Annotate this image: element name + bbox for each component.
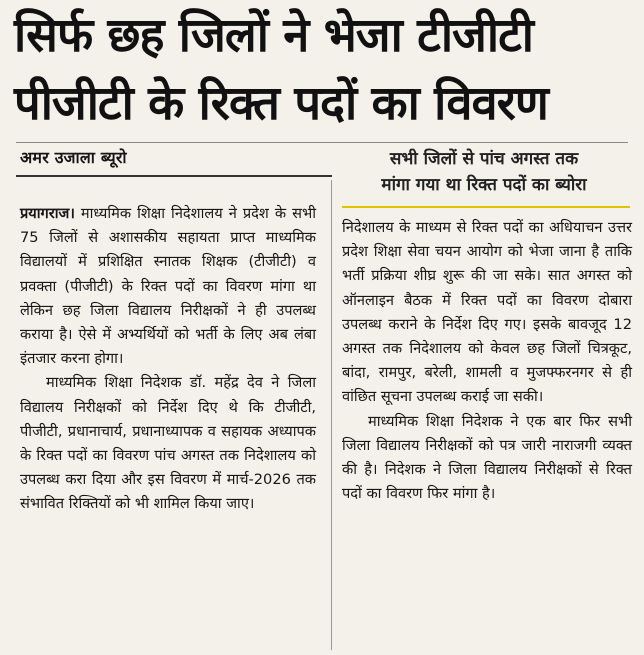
subheadline-line-1: सभी जिलों से पांच अगस्त तक bbox=[389, 149, 579, 169]
right-paragraph-2: माध्यमिक शिक्षा निदेशक ने एक बार फिर सभी जिला विद्यालय निरीक्षकों को पत्र जारी नाराजगी व्यक्त की है। निदेशक ने जिला विद्यालय निरीक्षकों से रिक्त पदों का विवरण फिर मांगा है। bbox=[342, 412, 632, 503]
byline: अमर उजाला ब्यूरो bbox=[20, 148, 127, 167]
byline-underline bbox=[16, 175, 332, 177]
column-separator bbox=[331, 180, 332, 650]
dateline: प्रयागराज। bbox=[20, 205, 75, 222]
headline-line-1: सिर्फ छह जिलों ने भेजा टीजीटी bbox=[14, 8, 533, 63]
subheadline bbox=[338, 146, 630, 198]
right-paragraph-1: निदेशालय के माध्यम से रिक्त पदों का अधियाचन उत्तर प्रदेश शिक्षा सेवा चयन आयोग को भेजा जाना है ताकि भर्ती प्रक्रिया शीघ्र शुरू की जा सके। सात अगस्त को ऑनलाइन बैठक में रिक्त पदों का विवरण दोबारा उपलब्ध कराने के निर्देश दिए गए। इसके बावजूद 12 अगस्त तक निदेशालय को केवल छह जिलों चित्रकूट, बांदा, रामपुर, बरेली, शामली व मुजफ्फरनगर से ही वांछित सूचना उपलब्ध कराई जा सकी। bbox=[342, 219, 632, 406]
headline bbox=[14, 2, 634, 138]
subheadline-line-2: मांगा गया था रिक्त पदों का ब्योरा bbox=[381, 175, 587, 195]
right-column bbox=[342, 216, 632, 506]
left-paragraph-2: माध्यमिक शिक्षा निदेशक डॉ. महेंद्र देव ने जिला विद्यालय निरीक्षकों को निर्देश दिए थे कि टीजीटी, पीजीटी, प्रधानाचार्य, प्रधानाध्यापक व सहायक अध्यापक के रिक्त पदों का विवरण पांच अगस्त तक निदेशालय को उपलब्ध करा दिया और इस विवरण में मार्च-2026 तक संभावित रिक्तियों को भी शामिल किया जाए। bbox=[20, 374, 316, 513]
subheadline-underline bbox=[342, 206, 630, 208]
headline-line-2: पीजीटी के रिक्त पदों का विवरण bbox=[14, 76, 548, 131]
headline-divider bbox=[16, 142, 628, 143]
left-column bbox=[20, 202, 316, 517]
left-paragraph-1 bbox=[20, 202, 316, 371]
left-paragraph-1-text: माध्यमिक शिक्षा निदेशालय ने प्रदेश के सभी 75 जिलों से अशासकीय सहायता प्राप्त माध्यमिक विद्यालयों में प्रशिक्षित स्नातक शिक्षक (टीजीटी) व प्रवक्ता (पीजीटी) के रिक्त पदों का विवरण मांगा था लेकिन छह जिला विद्यालय निरीक्षकों ने ही उपलब्ध कराया है। ऐसे में अभ्यर्थियों को भर्ती के लिए अब लंबा इंतजार करना होगा। bbox=[20, 205, 316, 368]
